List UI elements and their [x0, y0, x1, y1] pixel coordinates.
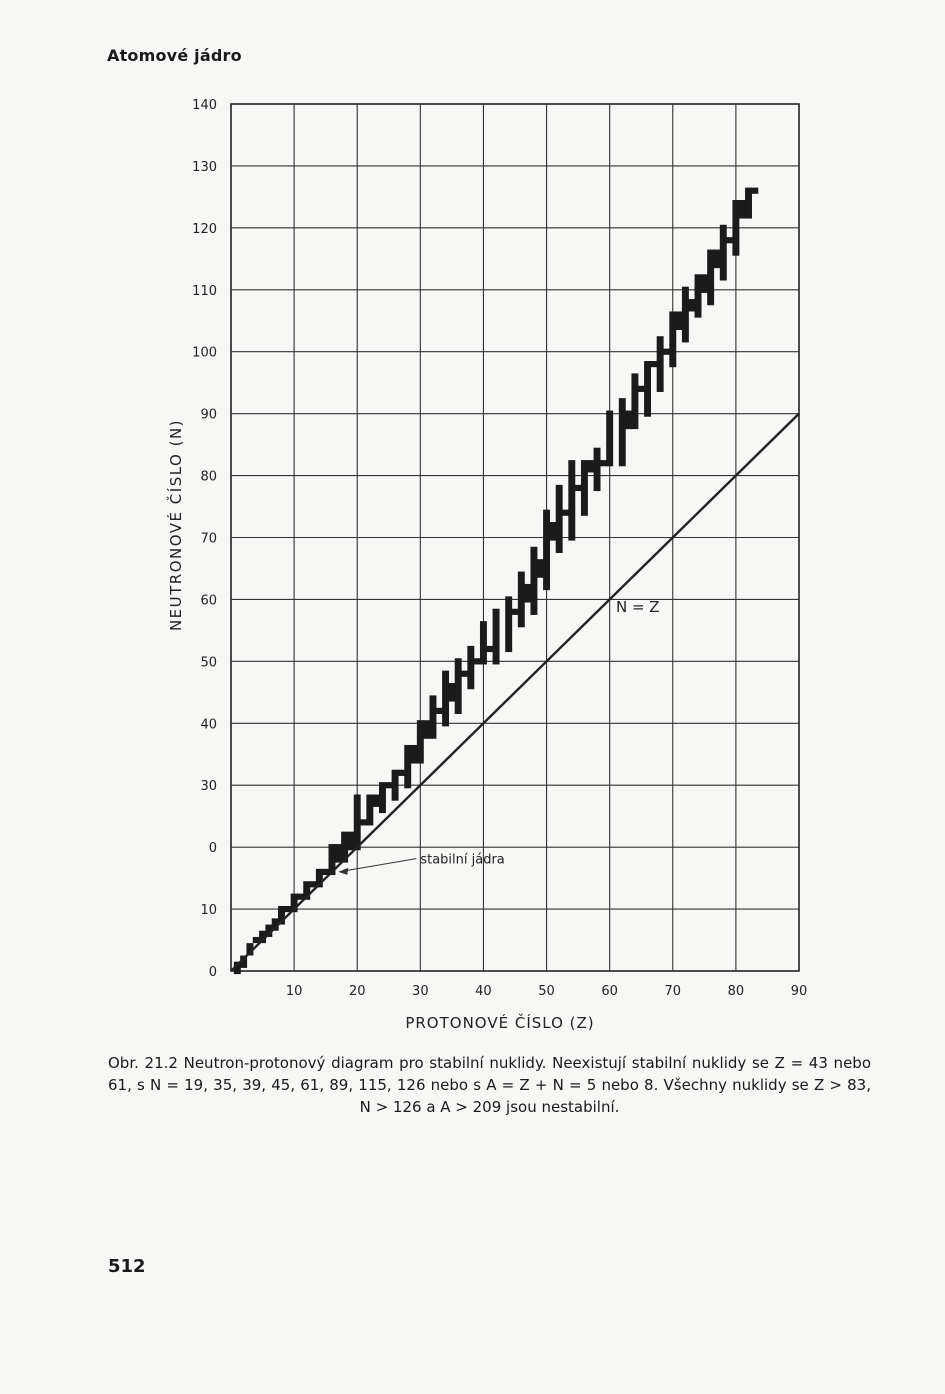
- stable-nuclide-cell: [732, 200, 739, 256]
- stable-nuclide-cell: [385, 782, 392, 788]
- stable-nuclide-cell: [657, 336, 664, 392]
- stable-nuclide-cell: [726, 237, 733, 243]
- stable-nuclide-cell: [562, 510, 569, 516]
- x-tick-label: 60: [601, 984, 618, 999]
- n-equals-z-line: [231, 414, 799, 971]
- stable-nuclide-cell: [594, 448, 601, 491]
- stable-nuclide-cell: [695, 274, 702, 317]
- stable-nuclide-cell: [379, 782, 386, 813]
- y-tick-label: 0: [208, 965, 217, 980]
- stable-nuclide-cell: [606, 411, 613, 467]
- stable-nuclide-cell: [739, 200, 746, 219]
- x-tick-label: 30: [412, 984, 429, 999]
- stable-nuclide-cell: [713, 250, 720, 269]
- stable-nuclide-cell: [581, 460, 588, 516]
- stable-nuclide-cell: [568, 460, 575, 541]
- figure-caption: Obr. 21.2 Neutron-protonový diagram pro stabilní nuklidy. Neexistují stabilní nuklidy se Z = 43 nebo 61, s N = 19, 35, 39, 45, 61, 89, 115, 126 nebo s A = Z + N = 5 nebo 8. Všechny nuklidy se Z > 83, N > 126 a A > 209 jsou nestabilní.: [108, 1054, 871, 1116]
- stable-nuclide-cell: [518, 572, 525, 628]
- stable-nuclide-cell: [537, 559, 544, 578]
- y-tick-label: 90: [200, 407, 217, 423]
- y-tick-label: 140: [192, 98, 217, 113]
- x-tick-label: 90: [790, 984, 808, 999]
- y-tick-label: 10: [200, 903, 217, 919]
- annotation-arrow-head: [338, 868, 348, 875]
- stable-nuclide-cell: [404, 745, 411, 788]
- stable-nuclide-cell: [682, 287, 689, 343]
- stable-nuclide-cell: [644, 361, 651, 417]
- page-number: 512: [108, 1256, 146, 1277]
- stable-nuclide-cell: [423, 720, 430, 739]
- stable-nuclide-cell: [600, 460, 607, 466]
- stable-nuclide-cell: [455, 658, 462, 714]
- stable-nuclide-cell: [436, 708, 443, 714]
- stable-nuclide-cell: [543, 510, 550, 591]
- x-tick-labels: [286, 984, 807, 999]
- stable-nuclide-cell: [745, 188, 752, 219]
- stable-nuclide-cell: [474, 658, 481, 664]
- stable-nuclide-cell: [448, 683, 455, 702]
- stable-nuclide-cell: [524, 584, 531, 603]
- x-tick-label: 50: [538, 984, 555, 999]
- stable-nuclide-cell: [505, 596, 512, 652]
- stable-nuclide-cell: [556, 485, 563, 553]
- stable-nuclide-cell: [619, 398, 626, 466]
- stable-nuclide-cell: [575, 485, 582, 491]
- stable-nuclide-cell: [530, 547, 537, 615]
- stable-nuclide-cell: [587, 460, 594, 472]
- stable-nuclide-cell: [429, 695, 436, 738]
- stable-nuclide-cell: [549, 522, 556, 541]
- stable-nuclide-cell: [650, 361, 657, 367]
- stable-nuclide-cell: [669, 311, 676, 367]
- stable-nuclide-cell: [663, 349, 670, 355]
- stable-nuclide-cell: [360, 819, 367, 825]
- y-tick-label: 120: [192, 221, 217, 237]
- stable-nuclide-cell: [411, 745, 418, 764]
- y-tick-labels: [192, 98, 217, 980]
- x-tick-label: 10: [285, 984, 303, 999]
- stable-nuclide-cell: [638, 386, 645, 392]
- stable-nuclide-cell: [335, 844, 342, 863]
- stable-nuclide-cell: [751, 188, 758, 194]
- y-tick-label: 60: [200, 593, 217, 609]
- stable-nuclide-cell: [480, 621, 487, 664]
- y-tick-label: 50: [200, 655, 217, 671]
- stable-nuclide-cell: [631, 373, 638, 429]
- stable-nuclide-cell: [486, 646, 493, 652]
- stable-nuclide-cell: [512, 609, 519, 615]
- annotation-text: stabilní jádra: [420, 852, 505, 868]
- stable-nuclide-cell: [392, 770, 399, 801]
- stable-nuclide-cell: [701, 274, 708, 293]
- y-tick-label: 0: [208, 841, 217, 857]
- y-axis-label: NEUTRONOVÉ ČÍSLO (N): [167, 418, 185, 632]
- y-tick-label: 40: [200, 717, 217, 733]
- stable-nuclide-cell: [676, 311, 683, 330]
- stable-nuclide-cell: [461, 671, 468, 677]
- stable-nuclide-cell: [354, 795, 361, 851]
- stable-nuclide-cell: [373, 795, 380, 807]
- stable-nuclide-cell: [366, 795, 373, 826]
- y-tick-label: 100: [192, 345, 217, 361]
- stable-nuclide-cell: [417, 720, 424, 763]
- stable-nuclide-cell: [493, 609, 500, 665]
- stable-nuclide-cell: [467, 646, 474, 689]
- stable-nuclide-cell: [720, 225, 727, 281]
- y-tick-label: 80: [200, 469, 217, 485]
- annotation-arrow-line: [344, 859, 416, 871]
- stable-nuclide-cell: [688, 299, 695, 311]
- running-head: Atomové jádro: [107, 46, 242, 65]
- x-tick-label: 80: [727, 984, 745, 999]
- stable-nuclide-cell: [707, 250, 714, 306]
- stable-nuclide-cell: [442, 671, 449, 727]
- x-axis-label: PROTONOVÉ ČÍSLO (Z): [405, 1014, 595, 1032]
- y-tick-label: 130: [192, 159, 217, 175]
- y-tick-label: 70: [200, 531, 217, 547]
- n-equals-z-label: N = Z: [615, 597, 660, 616]
- stable-nuclide-cell: [625, 411, 632, 430]
- stable-nuclei-annotation: [338, 853, 504, 875]
- chart-grid: [231, 104, 799, 971]
- stable-nuclide-cell: [347, 832, 354, 851]
- stable-nuclide-cell: [398, 770, 405, 776]
- y-tick-label: 110: [192, 283, 217, 299]
- x-tick-label: 40: [475, 984, 492, 999]
- x-tick-label: 20: [348, 984, 366, 999]
- x-tick-label: 70: [664, 984, 682, 999]
- y-tick-label: 30: [200, 779, 217, 795]
